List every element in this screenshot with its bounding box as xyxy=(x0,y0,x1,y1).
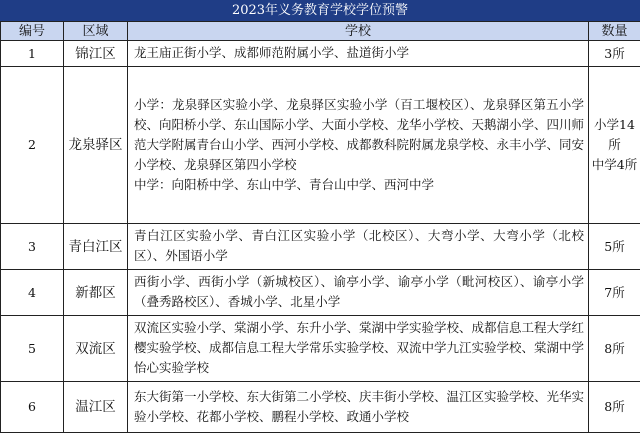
count-value: 5所 xyxy=(604,238,625,254)
table-row xyxy=(1,382,640,433)
row-schools xyxy=(128,270,589,316)
count-value: 3所 xyxy=(604,45,625,61)
row-count xyxy=(589,224,640,270)
row-count xyxy=(589,382,640,433)
row-no: 1 xyxy=(1,41,64,67)
header-no: 编号 xyxy=(1,22,64,41)
header-row xyxy=(1,22,640,41)
header-count: 数量 xyxy=(589,22,640,41)
header-schools: 学校 xyxy=(128,22,589,41)
row-district: 锦江区 xyxy=(64,41,128,67)
row-schools xyxy=(128,224,589,270)
count-value: 8所 xyxy=(604,399,625,414)
school-list: 青白江区实验小学、青白江区实验小学（北校区）、大弯小学、大弯小学（北校区）、外国语小学 xyxy=(134,228,584,263)
row-no: 4 xyxy=(1,270,64,316)
table-row xyxy=(1,41,640,67)
row-no: 5 xyxy=(1,316,64,382)
row-schools xyxy=(128,316,589,382)
row-schools xyxy=(128,41,589,67)
table-row xyxy=(1,316,640,382)
school-list: 小学：龙泉驿区实验小学、龙泉驿区实验小学（百工堰校区）、龙泉驿区第五小学校、向阳桥小学、东山国际小学、大面小学校、龙华小学校、天鹅湖小学、四川师范大学附属青台山小学、西河小学校、成都教科院附属龙泉学校、永丰小学、同安小学校、龙泉驿区第四小学校 xyxy=(134,96,585,172)
count-value: 中学4所 xyxy=(591,157,638,172)
row-district: 青白江区 xyxy=(64,224,128,270)
count-value: 8所 xyxy=(604,340,625,356)
row-count xyxy=(589,41,640,67)
count-value: 7所 xyxy=(604,284,625,300)
row-district: 温江区 xyxy=(64,382,128,433)
row-no: 3 xyxy=(1,224,64,270)
count-value: 小学14所 xyxy=(594,117,635,152)
row-count xyxy=(589,270,640,316)
school-list: 双流区实验小学、棠湖小学、东升小学、棠湖中学实验学校、成都信息工程大学红樱实验学校、成都信息工程大学常乐实验学校、双流中学九江实验学校、棠湖中学怡心实验学校 xyxy=(134,320,585,375)
row-district: 新都区 xyxy=(64,270,128,316)
row-no: 6 xyxy=(1,382,64,433)
table-title: 2023年义务教育学校学位预警 xyxy=(0,0,640,21)
school-list: 西街小学、西街小学（新城校区）、谕亭小学、谕亭小学（毗河校区）、谕亭小学（叠秀路校区）、香城小学、北星小学 xyxy=(134,274,584,309)
header-district: 区域 xyxy=(64,22,128,41)
table-row xyxy=(1,224,640,270)
row-schools xyxy=(128,67,589,224)
row-no: 2 xyxy=(1,67,64,224)
row-count xyxy=(589,316,640,382)
row-district: 双流区 xyxy=(64,316,128,382)
school-list: 中学：向阳桥中学、东山中学、青台山中学、西河中学 xyxy=(134,176,435,192)
table-row xyxy=(1,270,640,316)
school-list: 龙王庙正街小学、成都师范附属小学、盐道街小学 xyxy=(134,45,410,60)
row-district: 龙泉驿区 xyxy=(64,67,128,224)
table-row xyxy=(1,67,640,224)
warning-table xyxy=(0,21,640,433)
school-list: 东大街第一小学校、东大街第二小学校、庆丰街小学校、温江区实验学校、光华实验小学校、花都小学校、鹏程小学校、政通小学校 xyxy=(134,388,585,424)
row-count xyxy=(589,67,640,224)
row-schools xyxy=(128,382,589,433)
